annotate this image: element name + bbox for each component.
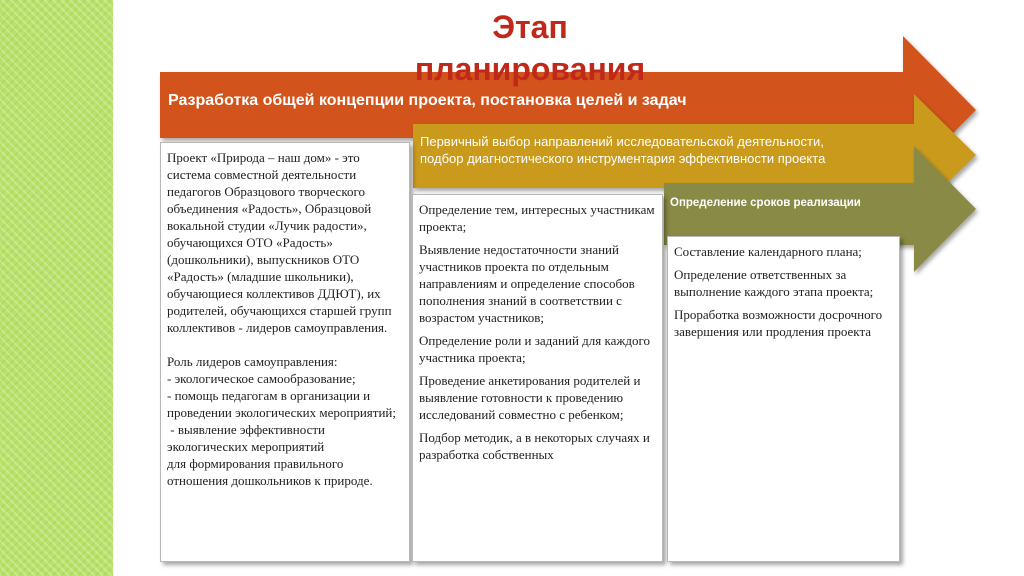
spacer — [167, 336, 405, 353]
column-2-box — [412, 194, 663, 562]
band-2-line-1: Первичный выбор направлений исследовательской деятельности, — [420, 134, 824, 149]
band-3-label: Определение сроков реализации — [670, 197, 861, 209]
list-item: Подбор методик, а в некоторых случаях и разработка собственных — [419, 430, 650, 462]
role-item: - помощь педагогам в организации и проведении экологических мероприятий; — [167, 388, 396, 420]
list-item: Составление календарного плана; — [674, 244, 862, 259]
band-1-label: Разработка общей концепции проекта, постановка целей и задач — [168, 92, 687, 109]
roles-title: Роль лидеров самоуправления: — [167, 354, 338, 369]
role-item: - экологическое самообразование; — [167, 371, 356, 386]
role-item: для формирования правильного отношения дошкольников к природе. — [167, 456, 373, 488]
col1-paragraph: Проект «Природа – наш дом» - это система совместной деятельности педагогов Образцового творческого объединения «Радость», Образцовой вокальной студии «Лучик радости», обучающихся ОТО «Радость» (дошкольники), выпускников ОТО «Радость» (младшие школьники), обучающиеся коллективов ДДЮТ), их родителей, обучающихся старшей групп коллективов - лидеров самоуправления. — [167, 150, 392, 335]
list-item: Проработка возможности досрочного завершения или продления проекта — [674, 307, 883, 339]
list-item: Выявление недостаточности знаний участников проекта по отдельным направлениям и определение способов пополнения знаний в соответствии с возрастом участников; — [419, 242, 635, 325]
column-1-box — [160, 142, 410, 562]
list-item: Проведение анкетирования родителей и выявление готовности к проведению исследований совместно с ребенком; — [419, 373, 641, 422]
column-3-box — [667, 236, 900, 562]
title-line-1: Этап — [492, 9, 568, 45]
list-item: Определение ответственных за выполнение каждого этапа проекта; — [674, 267, 874, 299]
band-2-line-2: подбор диагностического инструментария эффективности проекта — [420, 151, 826, 166]
band-2-label — [420, 133, 900, 167]
title-line-2: планирования — [414, 51, 646, 87]
page-title — [380, 6, 680, 90]
list-item: Определение тем, интересных участникам проекта; — [419, 202, 655, 234]
role-item: - выявление эффективности экологических мероприятий — [167, 422, 329, 454]
list-item: Определение роли и заданий для каждого участника проекта; — [419, 333, 650, 365]
